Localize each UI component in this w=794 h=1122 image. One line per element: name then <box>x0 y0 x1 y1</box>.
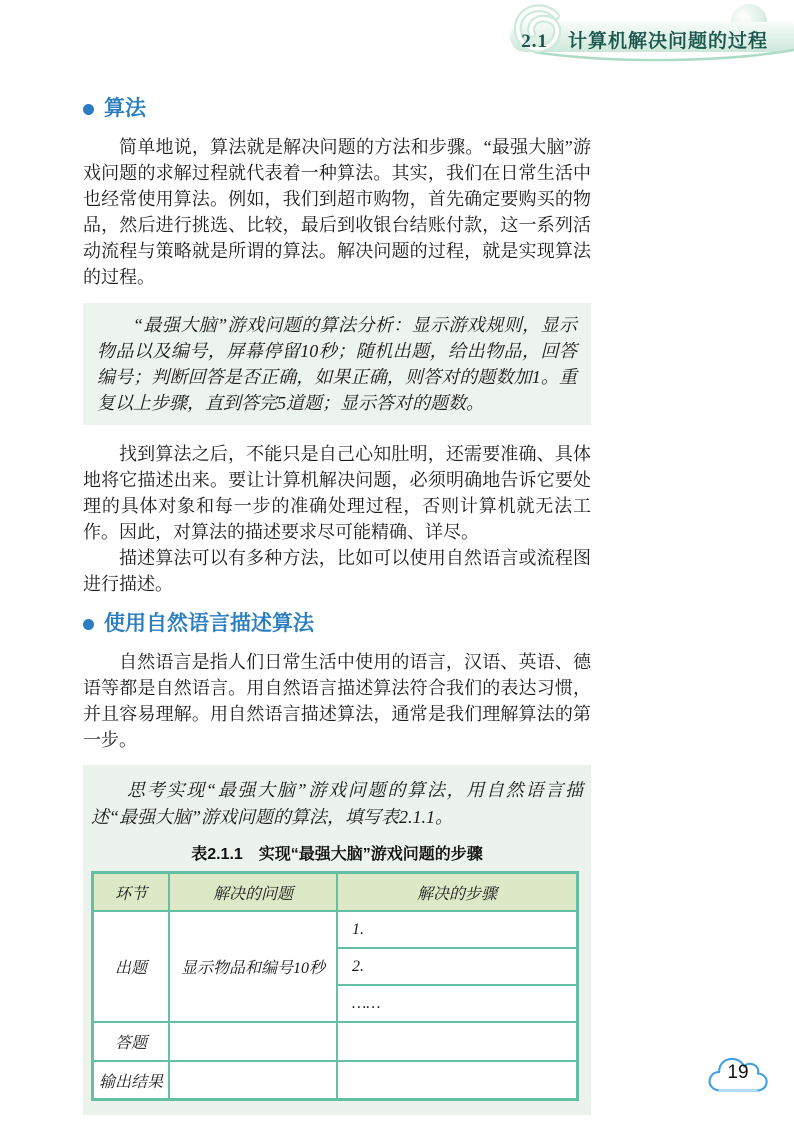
section-title-text: 使用自然语言描述算法 <box>104 612 314 635</box>
section-title-text: 算法 <box>104 97 146 120</box>
column-header-problem: 解决的问题 <box>169 873 337 912</box>
table-header-row <box>93 873 578 912</box>
page-number: 19 <box>727 1062 749 1083</box>
section-heading-algorithm <box>83 96 591 122</box>
paragraph: 找到算法之后，不能只是自己心知肚明，还需要准确、具体地将它描述出来。要让计算机解决问题，必须明确地告诉它要处理的具体对象和每一步的准确处理过程，否则计算机就无法工作。因此，对算法的描述要求尽可能精确、详尽。 <box>83 444 591 542</box>
chapter-title: 2.1 计算机解决问题的过程 <box>521 31 768 52</box>
table-row <box>93 911 578 948</box>
cell-steps-dati-empty <box>337 1022 578 1061</box>
paragraph: 自然语言是指人们日常生活中使用的语言，汉语、英语、德语等都是自然语言。用自然语言描述算法符合我们的表达习惯，并且容易理解。用自然语言描述算法，通常是我们理解算法的第一步。 <box>83 652 591 750</box>
page-content <box>83 96 591 1115</box>
cell-problem-chuti: 显示物品和编号10秒 <box>169 911 337 1022</box>
cell-phase-dati: 答题 <box>93 1022 169 1061</box>
table-row <box>93 1061 578 1100</box>
cell-step-2: 2. <box>337 948 578 985</box>
column-header-steps: 解决的步骤 <box>337 873 578 912</box>
cell-step-ellipsis: …… <box>337 985 578 1022</box>
paragraph: 简单地说，算法就是解决问题的方法和步骤。“最强大脑”游戏问题的求解过程就代表着一种算法。其实，我们在日常生活中也经常使用算法。例如，我们到超市购物，首先确定要购买的物品，然后进行挑选、比较，最后到收银台结账付款，这一系列活动流程与策略就是所谓的算法。解决问题的过程，就是实现算法的过程。 <box>83 137 591 287</box>
cell-phase-chuti: 出题 <box>93 911 169 1022</box>
column-header-phase: 环节 <box>93 873 169 912</box>
page-number-cloud <box>705 1050 771 1098</box>
steps-table <box>91 871 579 1101</box>
paragraph: 描述算法可以有多种方法，比如可以使用自然语言或流程图进行描述。 <box>83 548 591 594</box>
bullet-icon <box>83 104 94 115</box>
cell-problem-output-empty <box>169 1061 337 1100</box>
exercise-prompt: 思考实现“最强大脑”游戏问题的算法，用自然语言描述“最强大脑”游戏问题的算法，填写表2.1.1。 <box>91 780 583 827</box>
page-header <box>494 0 794 70</box>
cell-phase-output: 输出结果 <box>93 1061 169 1100</box>
exercise-box <box>83 765 591 1115</box>
bullet-icon <box>83 619 94 630</box>
cell-step-1: 1. <box>337 911 578 948</box>
cell-problem-dati-empty <box>169 1022 337 1061</box>
section-heading-natural-language <box>83 611 591 637</box>
table-caption: 表2.1.1 实现“最强大脑”游戏问题的步骤 <box>191 846 483 863</box>
table-row <box>93 1022 578 1061</box>
cell-steps-output-empty <box>337 1061 578 1100</box>
algorithm-analysis-box: “最强大脑”游戏问题的算法分析：显示游戏规则，显示物品以及编号，屏幕停留10秒；随机出题，给出物品，回答编号；判断回答是否正确，如果正确，则答对的题数加1。重复以上步骤，直到答完5道题；显示答对的题数。 <box>83 303 591 425</box>
